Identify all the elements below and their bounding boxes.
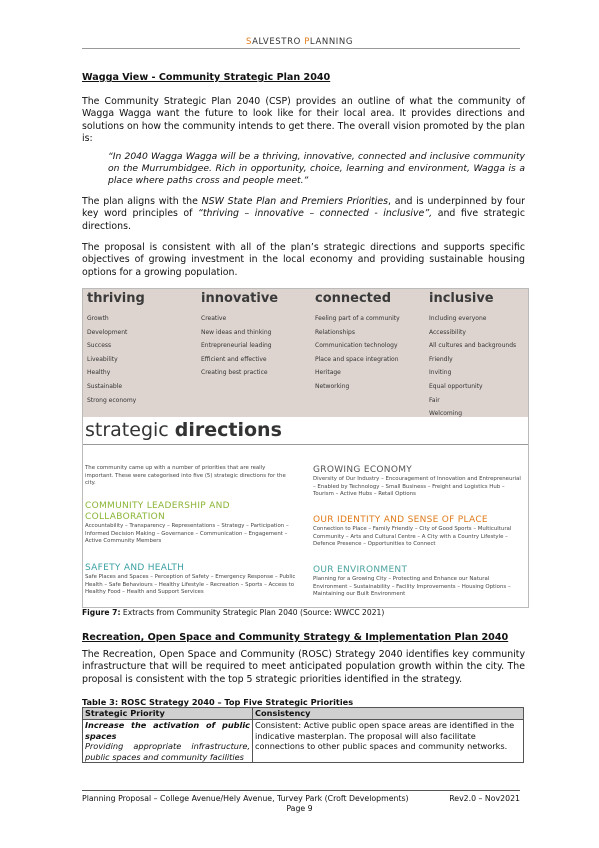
list-item: Equal opportunity [429,382,483,390]
footer-divider [82,790,520,791]
figure-caption [82,608,384,617]
list-item: Success [87,342,112,350]
list-item: Strong economy [87,396,137,404]
table-caption: Table 3: ROSC Strategy 2040 – Top Five Strategic Priorities [82,697,354,707]
list-item: Welcoming [429,410,463,418]
priority-cell [83,720,253,763]
intro-text: The community came up with a number of priorities that are really important. These were categorised into five (5) strategic directions for the city. [85,465,286,487]
page-number: Page 9 [286,804,313,813]
list-item: Including everyone [429,315,487,322]
direction-title: OUR IDENTITY AND SENSE OF PLACE [313,515,488,525]
column-innovative [197,291,307,380]
list-item: Inviting [429,369,452,377]
list-item: Friendly [429,355,453,363]
direction-text: Accountability – Transparency – Representations – Strategy – Participation – Informed Decision Making – Governance – Communication – Engagement – Active Community Members [85,523,289,545]
column-thriving [83,291,193,407]
list-item: Accessibility [429,328,466,336]
header-letter-s: S [245,37,253,47]
direction-title: SAFETY AND HEALTH [85,563,185,573]
list-item: Creative [201,315,227,322]
list-item: Communication technology [315,342,398,350]
section-heading-csp: Wagga View - Community Strategic Plan 2040 [82,72,331,83]
csp-paragraph-1: The Community Strategic Plan 2040 (CSP) provides an outline of what the community of Wagga Wagga want the future to look like for their local area. It provides directions and solutions on how the community intends to get there. The overall vision promoted by the plan is: [82,96,525,144]
direction-community-leadership [85,501,297,546]
csp-paragraph-3-text: The proposal is consistent with all of the plan’s strategic directions and supports specific objectives of growing investment in the local economy and providing sustainable housing options for a growing population. [82,242,525,278]
header-text-a: ALVESTRO [252,37,305,47]
p2-b: NSW State Plan and Premiers Priorities [201,196,388,207]
footer-left: Planning Proposal – College Avenue/Hely Avenue, Turvey Park (Croft Developments) [82,794,409,803]
sd-divider [83,444,528,445]
direction-title: GROWING ECONOMY [313,465,413,475]
list-item: Relationships [315,328,355,336]
column-connected [311,291,421,394]
consistency-cell: Consistent: Active public open space areas are identified in the indicative masterplan. The proposal will also facilitate connections to other public spaces and community networks. [253,720,524,763]
direction-growing-economy [313,465,523,499]
section-heading-rosc: Recreation, Open Space and Community Strategy & Implementation Plan 2040 [82,632,509,643]
list-item: New ideas and thinking [201,328,272,336]
csp-infographic [82,288,529,608]
page-header [0,37,599,47]
list-item: Networking [315,382,350,390]
direction-text: Diversity of Our Industry – Encouragement of Innovation and Entrepreneurial – Enabled by Technology – Small Business – Freight and Logistics Hub – Tourism – Active Hubs – Retail Options [313,476,521,498]
csp-paragraph-2 [82,196,525,233]
list-item: Liveability [87,355,118,363]
column-inclusive [425,291,529,421]
priority-title: Increase the activation of public spaces [85,720,250,741]
sd-bold: directions [174,419,282,441]
list-item: Creating best practice [201,369,268,377]
directions-intro [85,465,295,488]
p2-c: , and is underpinned by four key word principles of [82,196,525,220]
figure-text: Extracts from Community Strategic Plan 2040 (Source: WWCC 2021) [120,608,385,617]
header-priority: Strategic Priority [83,708,253,720]
list-item: All cultures and backgrounds [429,342,517,350]
list-item: Sustainable [87,382,123,390]
p2-e: and five strategic directions. [82,208,525,232]
list-item: Feeling part of a community [315,315,400,322]
strategic-directions-title [85,419,282,441]
list-item: Place and space integration [315,355,399,363]
csp-intro [82,96,525,145]
direction-text: Connection to Place – Family Friendly – City of Good Sports – Multicultural Community – Arts and Cultural Centre – A City with a Country Lifestyle – Defence Presence – Opportunities to Connect [313,526,512,548]
csp-paragraph-3 [82,242,525,279]
list-item: Entrepreneurial leading [201,342,272,350]
p2-d: “thriving – innovative – connected - inclusive”, [198,208,433,220]
header-text-b: LANNING [309,37,354,47]
table-header-row [83,708,524,720]
vision-quote: “In 2040 Wagga Wagga will be a thriving, innovative, connected and inclusive community on the Murrumbidgee. Rich in opportunity, choice, learning and environment, Wagga is a place where paths cross and people meet.” [108,151,525,187]
direction-safety-health [85,563,297,597]
rosc-intro [82,649,525,686]
direction-title: OUR ENVIRONMENT [313,565,408,575]
header-divider [82,48,520,49]
priority-text: Providing appropriate infrastructure, public spaces and community facilities [85,741,250,762]
header-letter-p: P [304,37,310,47]
sd-light: strategic [85,419,175,441]
column-title: inclusive [429,291,494,306]
direction-text: Safe Places and Spaces – Perception of Safety – Emergency Response – Public Health – Safe Behaviours – Healthy Lifestyle – Recreation – Sports – Access to Healthy Food – Health and Support Services [85,574,296,596]
column-title: innovative [201,291,279,306]
direction-identity-place [313,515,523,549]
direction-environment [313,565,523,599]
principles-band [83,289,528,417]
figure-label: Figure 7: [82,608,121,617]
header-consistency: Consistency [253,708,524,720]
column-title: thriving [87,291,145,306]
p2-a: The plan aligns with the [82,196,202,207]
list-item: Healthy [87,369,111,377]
list-item: Efficient and effective [201,355,267,363]
direction-text: Planning for a Growing City – Protecting and Enhance our Natural Environment – Sustainability – Facility Improvements – Housing Options – Maintaining our Built Environment [313,576,511,598]
column-title: connected [315,291,392,306]
rosc-table [82,707,524,763]
direction-title: COMMUNITY LEADERSHIP AND COLLABORATION [85,501,230,522]
footer-right: Rev2.0 – Nov2021 [449,794,520,803]
rosc-paragraph: The Recreation, Open Space and Community (ROSC) Strategy 2040 identifies key community infrastructure that will be required to meet anticipated population growth within the city. The proposal is consistent with the top 5 strategic priorities identified in the strategy. [82,649,525,685]
list-item: Development [87,328,128,336]
list-item: Heritage [315,369,341,377]
table-row [83,720,524,763]
list-item: Fair [429,396,440,404]
list-item: Growth [87,315,109,322]
